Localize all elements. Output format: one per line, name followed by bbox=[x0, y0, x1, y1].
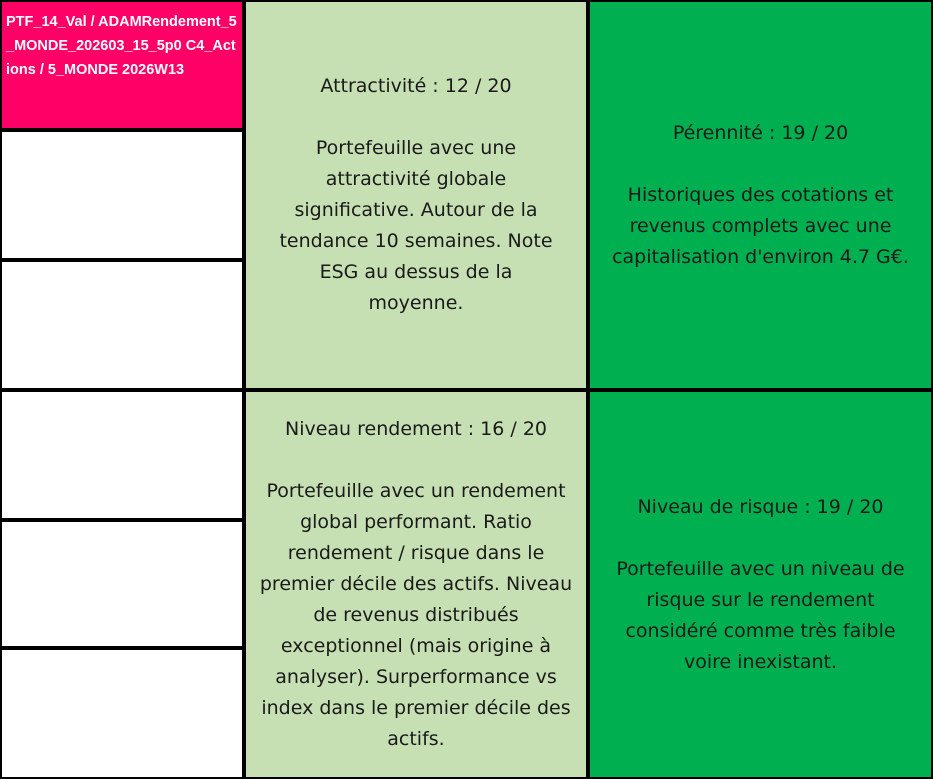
risque-title: Niveau de risque : 19 / 20 bbox=[637, 495, 884, 518]
blank-cell-4 bbox=[0, 520, 244, 648]
blank-cell-3 bbox=[0, 390, 244, 520]
blank-cell-2 bbox=[0, 260, 244, 390]
portfolio-title-cell bbox=[0, 0, 244, 130]
blank-cell-5 bbox=[0, 648, 244, 779]
perennite-card bbox=[588, 0, 933, 390]
attractivite-card bbox=[244, 0, 588, 390]
rendement-description: Portefeuille avec un rendement global performant. Ratio rendement / risque dans le premier décile des actifs. Niveau de revenus distribués exceptionnel (mais origine à analyser). Surperformance vs index dans le premier décile des actifs. bbox=[259, 480, 573, 750]
risque-description: Portefeuille avec un niveau de risque sur le rendement considéré comme très faible voire inexistant. bbox=[616, 557, 905, 673]
rendement-title: Niveau rendement : 16 / 20 bbox=[284, 418, 548, 440]
attractivite-description: Portefeuille avec une attractivité globale significative. Autour de la tendance 10 semaines. Note ESG au dessus de la moyenne. bbox=[279, 137, 553, 314]
attractivite-title: Attractivité : 12 / 20 bbox=[320, 75, 512, 97]
rendement-card bbox=[244, 390, 588, 779]
perennite-description: Historiques des cotations et revenus complets avec une capitalisation d'environ 4.7 G€. bbox=[612, 183, 909, 268]
portfolio-title: PTF_14_Val / ADAMRendement_5_MONDE_202603_15_5p0 C4_Actions / 5_MONDE 2026W13 bbox=[6, 14, 237, 78]
blank-cell-1 bbox=[0, 130, 244, 260]
perennite-title: Pérennité : 19 / 20 bbox=[672, 121, 849, 144]
risque-card bbox=[588, 390, 933, 779]
